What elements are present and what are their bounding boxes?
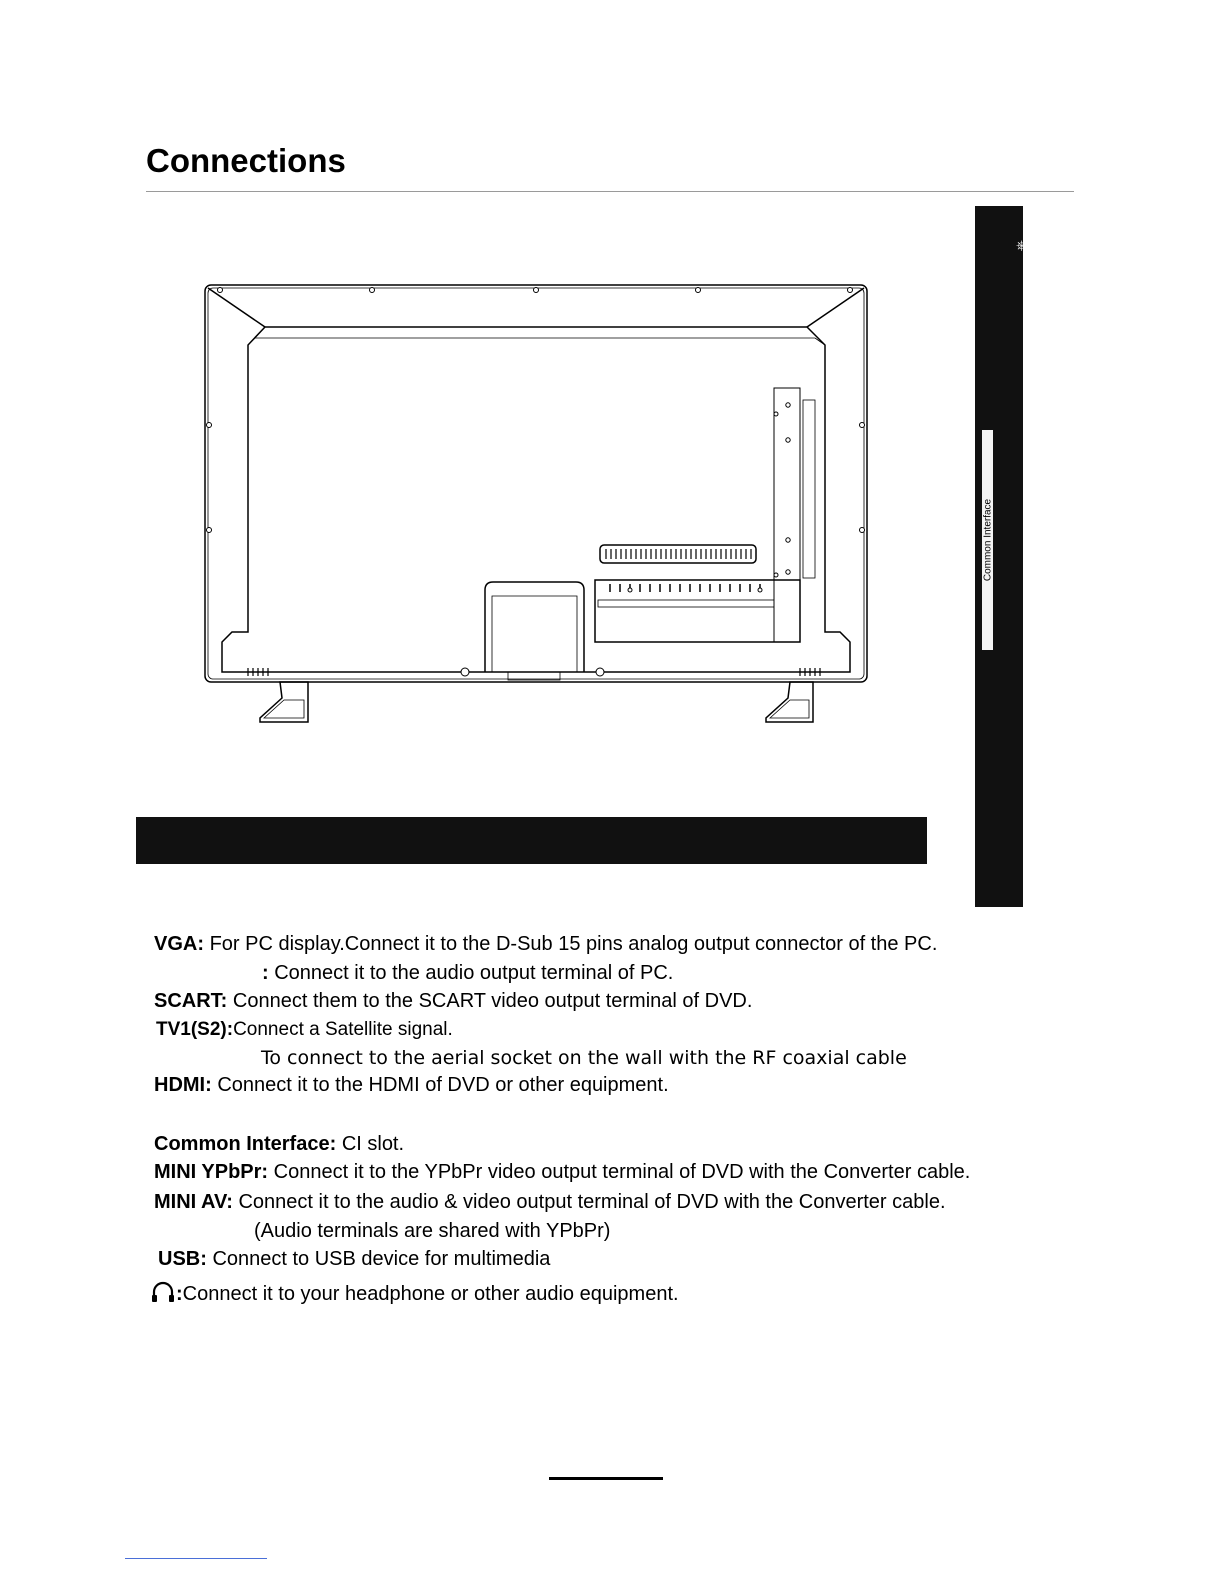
bottom-connector-bar (136, 817, 927, 864)
footnote-rule (125, 1558, 267, 1559)
hdmi-label: HDMI: (154, 1074, 212, 1096)
usb-description (158, 1247, 550, 1271)
tv2-text: To connect to the aerial socket on the wall with the RF coaxial cable (261, 1047, 907, 1069)
usb-text: Connect to USB device for multimedia (212, 1248, 551, 1270)
mini-ypbpr-description (154, 1160, 970, 1184)
scart-label: SCART: (154, 990, 228, 1012)
hdmi-description (154, 1073, 669, 1097)
ci-slot-label: Common Interface (982, 498, 994, 582)
mini-av-note (254, 1219, 610, 1243)
headphone-description (150, 1281, 679, 1306)
mini-ypbpr-text: Connect it to the YPbPr video output terminal of DVD with the Converter cable. (273, 1161, 971, 1183)
title-divider (146, 191, 1074, 192)
scart-description (154, 989, 752, 1013)
vga-text: For PC display.Connect it to the D-Sub 15 pins analog output connector of the PC. (209, 933, 938, 955)
ci-description (154, 1132, 404, 1156)
headphone-label: : (176, 1283, 183, 1305)
tv1-label: TV1(S2): (156, 1019, 234, 1040)
mini-av-label: MINI AV: (154, 1191, 233, 1213)
mini-av-note-text: (Audio terminals are shared with YPbPr) (254, 1220, 611, 1242)
pc-audio-text: Connect it to the audio output terminal of PC. (274, 962, 674, 984)
headphone-icon (150, 1281, 176, 1303)
tv1-description (156, 1018, 453, 1042)
ci-text: CI slot. (341, 1133, 405, 1155)
hdmi-text: Connect it to the HDMI of DVD or other equipment. (217, 1074, 669, 1096)
page-number-line (549, 1477, 663, 1480)
headphone-icon: ⎈ (1016, 237, 1028, 253)
usb-label: USB: (158, 1248, 207, 1270)
pc-audio-label: : (262, 962, 269, 984)
mini-av-text: Connect it to the audio & video output terminal of DVD with the Converter cable. (238, 1191, 946, 1213)
tv-rear-diagram (140, 260, 930, 760)
headphone-text: Connect it to your headphone or other audio equipment. (182, 1283, 679, 1305)
tv2-description (261, 1046, 907, 1070)
pc-audio-description (262, 961, 673, 985)
scart-text: Connect them to the SCART video output terminal of DVD. (232, 990, 753, 1012)
vga-description (154, 932, 937, 956)
mini-av-description (154, 1190, 946, 1214)
page-title: Connections (146, 142, 346, 179)
mini-ypbpr-label: MINI YPbPr: (154, 1161, 269, 1183)
ci-label: Common Interface: (154, 1133, 337, 1155)
vga-label: VGA: (154, 933, 204, 955)
tv1-text: Connect a Satellite signal. (233, 1019, 453, 1040)
